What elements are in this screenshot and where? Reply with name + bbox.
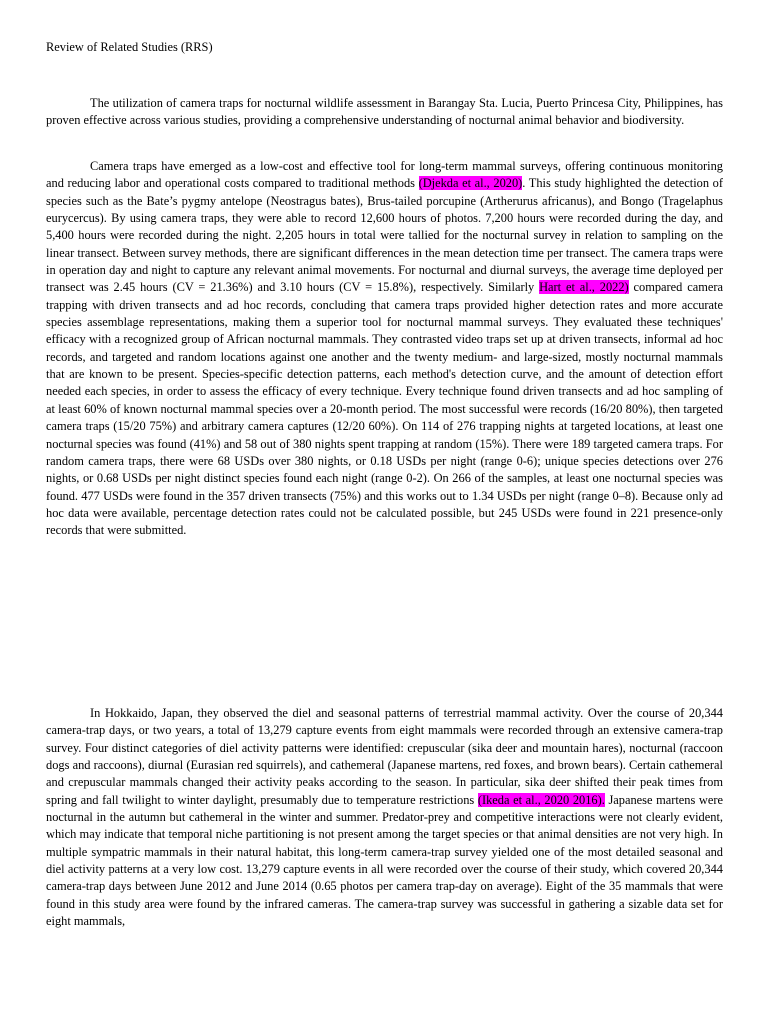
paragraph-text: compared camera trapping with driven transects and ad hoc records, concluding that camera traps provided higher detection rates and more accurate species assemblage representations, making them a superior tool for nocturnal mammal surveys. They evaluated these techniques' efficacy with a recognized group of African nocturnal mammals. They contrasted video traps set up at driven transects, informal ad hoc records, and targeted and random locations against one another and the twenty medium- and large-sized, mostly nocturnal mammals that are known to be present. Species-specific detection patterns, each method's detection curve, and the amount of detection effort needed each species, in order to assess the efficacy of every technique. Every technique found driven transects and ad hoc sampling of at least 60% of known nocturnal mammal species over a 20-month period. The most successful were records (16/20 80%), then targeted camera traps (15/20 75%) and arbitrary camera captures (12/20 60%). On 114 of 276 trapping nights at targeted locations, at least one nocturnal species was found (41%) and 58 out of 380 nights spent trapping at random (15%). There were 189 targeted camera traps. For random camera traps, there were 68 USDs over 380 nights, or 0.18 USDs per night (range 0-6); unique species detections over 276 nights, or 0.68 USDs per night distinct species found each night (range 0-2). On 266 of the samples, at least one nocturnal species was found. 477 USDs were found in the 357 driven transects (75%) and this works out to 1.34 USDs per night (range 0–8). Because only ad hoc data were available, percentage detection rates could not be calculated possible, but 245 USDs were found in 221 presence-only records that were submitted.	[46, 280, 724, 538]
paragraph-intro	[46, 95, 723, 130]
highlighted-citation: (Ikeda et al., 2020 2016).	[477, 792, 605, 807]
highlighted-citation: (Djekda et al., 2020)	[418, 176, 523, 191]
paragraph-hokkaido	[46, 705, 723, 930]
paragraph-text: In Hokkaido, Japan, they observed the diel and seasonal patterns of terrestrial mammal activity. Over the course of 20,344 camera-trap days, or two years, a total of 13,279 capture events from eight mammals were recorded through an extensive camera-trap survey. Four distinct categories of diel activity patterns were identified: crepuscular (sika deer and mountain hares), nocturnal (raccoon dogs and raccoons), diurnal (Eurasian red squirrels), and cathemeral (Japanese martens, red foxes, and brown bears). Certain cathemeral and crepuscular mammals changed their activity peaks according to the season. In particular, sika deer shifted their peak times from spring and fall twilight to winter daylight, presumably due to temperature restrictions	[46, 706, 723, 807]
paragraph-text: Japanese martens were nocturnal in the autumn but cathemeral in the winter and summer. Predator-prey and competitive interactions were not clearly evident, which may indicate that temporal niche partitioning is not present among the target species or that animal densities are not very high. In multiple sympatric mammals in their natural habitat, this long-term camera-trap survey yielded one of the most detailed seasonal and diel activity patterns at a very low cost. 13,279 capture events in all were recorded over the course of their study, which covered 20,344 camera-trap days between June 2012 and June 2014 (0.65 photos per camera trap-day on average). Eight of the 35 mammals that were found in this study area were found by the infrared cameras. The camera-trap survey was successful in gathering a sizable data set for eight mammals,	[46, 792, 723, 929]
document-heading: Review of Related Studies (RRS)	[46, 40, 213, 54]
paragraph-text: Camera traps have emerged as a low-cost and effective tool for long-term mammal surveys, offering continuous monitoring and reducing labor and operational costs compared to traditional methods	[46, 159, 723, 191]
paragraph-camera-traps	[46, 158, 723, 540]
highlighted-citation: Hart et al., 2022)	[539, 280, 629, 295]
paragraph-text: . This study highlighted the detection of species such as the Bate’s pygmy antelope (Neostragus bates), Brus-tailed porcupine (Artherurus africanus), and Bongo (Tragelaphus eurycercus). By using camera traps, they were able to record 12,600 hours of photos. 7,200 hours were recorded during the day, and 5,400 hours were recorded during the night. 2,205 hours in total were tallied for the nocturnal survey in relation to sampling on the linear transect. Between survey methods, there are significant differences in the mean detection time per transect. The camera traps were in operation day and night to capture any relevant animal movements. For nocturnal and diurnal surveys, the average time deployed per transect was 2.45 hours (CV = 21.36%) and 3.10 hours (CV = 15.8%), respectively. Similarly	[46, 176, 724, 295]
paragraph-text: The utilization of camera traps for nocturnal wildlife assessment in Barangay Sta. Lucia, Puerto Princesa City, Philippines, has proven effective across various studies, providing a comprehensive understanding of nocturnal animal behavior and biodiversity.	[46, 96, 723, 128]
